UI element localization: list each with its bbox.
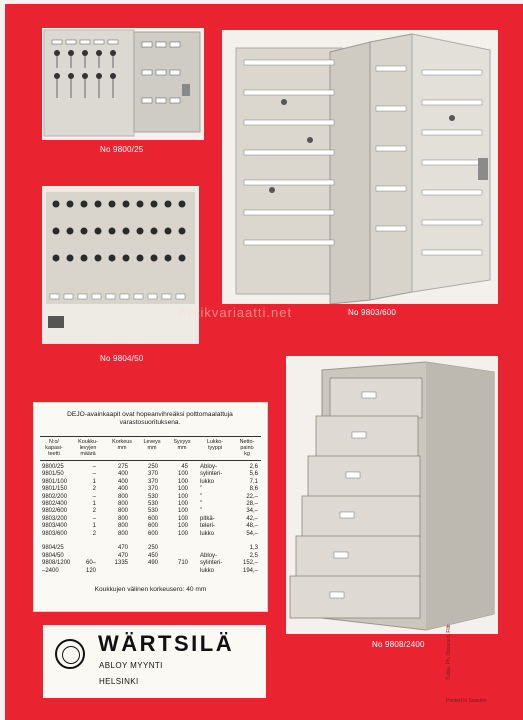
paper-edge-top: [0, 0, 523, 4]
photo-key-cabinet-9803-600: [222, 30, 498, 304]
brand-box: [43, 625, 266, 698]
brand-wordmark: WÄRTSILÄ: [98, 631, 235, 656]
column-lock-type: Abloy- sylinteri- lukko ” ” ” ” pitkä- teleri- lukko Abloy- sylinteri- lukko: [200, 464, 223, 574]
header-depth: Syvyys mm: [173, 439, 191, 452]
caption-9808-2400: No 9808/2400: [372, 640, 425, 649]
table-intro: DEJO-avainkaapit ovat hopeanvihreäksi polttomaalattuja varastosuorituksena.: [67, 411, 233, 426]
vertical-credit: Tullila, Ph. Oksanen, Filtr.: [446, 623, 452, 680]
wartsila-emblem-icon: [55, 639, 85, 669]
column-depth: 45 100 100 100 100 100 100 100 100 100 710: [177, 464, 188, 567]
photo-key-cabinet-9800-25: [42, 28, 204, 140]
table-rule-header: [40, 460, 261, 461]
header-hook-boards: Koukku- levyjen määrä: [78, 439, 98, 458]
column-width: 250 370 370 370 530 530 530 600 600 600 250 450 490: [147, 464, 158, 567]
table-footnote: Koukkujen välinen korkeusero: 40 mm: [94, 586, 207, 593]
photo-drawer-cabinet-9808-2400: [286, 356, 498, 634]
caption-9803-600: No 9803/600: [348, 308, 397, 317]
brand-line-2: HELSINKI: [99, 677, 139, 686]
caption-9804-50: No 9804/50: [100, 354, 144, 363]
spec-table: [33, 402, 268, 612]
brand-line-1: ABLOY MYYNTI: [99, 661, 163, 670]
column-height: 275 400 400 400 800 800 800 800 800 800 470 470 1335: [114, 464, 128, 567]
header-lock-type: Lukko- tyyppi: [206, 439, 224, 452]
paper-edge-left: [0, 0, 5, 720]
watermark-text: Antikvariaatti.net: [178, 305, 293, 320]
photo-key-board-9804-50: [42, 186, 199, 344]
printed-in: Printed in Sweden: [446, 698, 487, 704]
header-net-weight: Netto- paino kg: [239, 439, 255, 458]
header-capacity: N:o/ kapasi- teetti: [45, 439, 63, 458]
caption-9800-25: No 9800/25: [100, 145, 144, 154]
header-height: Korkeus mm: [112, 439, 132, 452]
column-model: 9800/25 9801/50 9801/100 9801/150 9802/200 9802/400 9802/600 9803/200 9803/400 9803/600 9804/25 9804/50 9808/1200 –2400: [42, 464, 71, 574]
header-width: Leveys mm: [143, 439, 161, 452]
table-rule-top: [40, 436, 261, 437]
column-net-weight: 2,6 5,6 7,1 8,6 22,– 28,– 34,– 42,– 48,– 54,– 1,3 2,5 152,– 194,–: [242, 464, 258, 574]
column-hook-boards: – – 1 2 – 1 2 – 1 2 60– 120: [85, 464, 96, 574]
